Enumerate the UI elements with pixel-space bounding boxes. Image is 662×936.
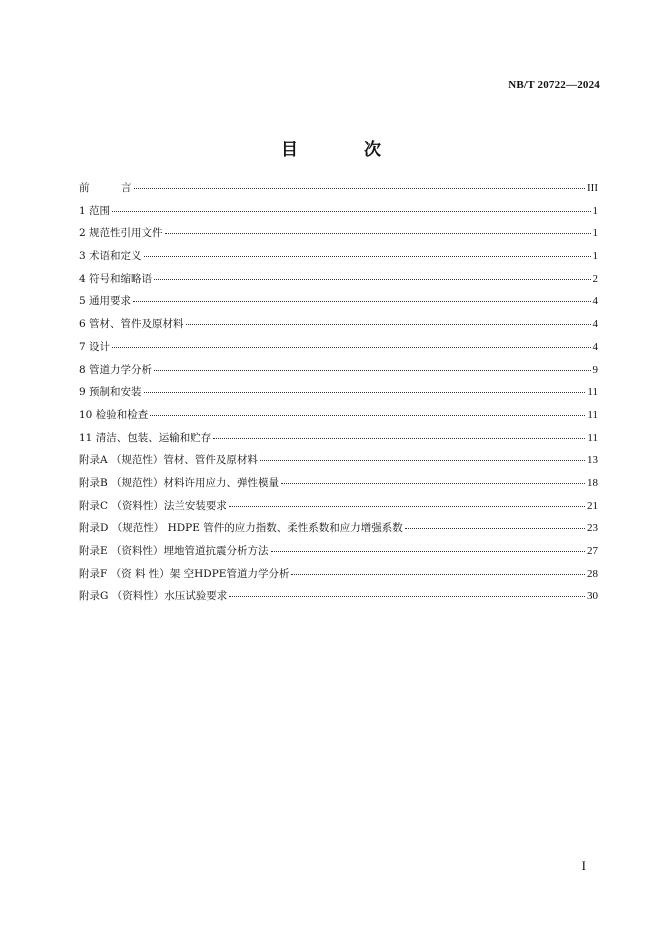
toc-entry-page: 28 [587, 567, 598, 580]
toc-entry-label: 附录D （规范性） HDPE 管件的应力指数、柔性系数和应力增强系数 [79, 522, 403, 535]
toc-entry-label: 10 检验和检查 [79, 408, 149, 421]
toc-entry[interactable] [79, 588, 598, 611]
toc-entry-page: 1 [592, 227, 598, 240]
toc-entry-label: 11 清洁、包装、运输和贮存 [79, 431, 212, 444]
toc-entry-page: 1 [592, 204, 598, 217]
toc-entry-page: 9 [592, 363, 598, 376]
toc-entry-label: 前 言 [79, 182, 132, 194]
toc-entry-label: 附录B （规范性）材料许用应力、弹性模量 [79, 476, 280, 489]
toc-entry-label: 4 符号和缩略语 [79, 272, 153, 285]
toc-entry-page: 1 [592, 250, 598, 263]
toc-entry-page: 11 [587, 386, 598, 399]
standard-code: NB/T 20722—2024 [508, 79, 600, 91]
toc-entry[interactable] [79, 339, 598, 362]
toc-leader [291, 574, 585, 575]
toc-leader [112, 211, 590, 212]
toc-entry[interactable] [79, 362, 598, 385]
toc-entry-label: 1 范围 [79, 204, 111, 217]
toc-leader [281, 483, 585, 484]
toc-entry-page: 11 [587, 431, 598, 444]
toc-leader [260, 460, 585, 461]
toc-entry-label: 3 术语和定义 [79, 250, 142, 263]
toc-entry[interactable] [79, 180, 598, 203]
table-of-contents [79, 180, 598, 611]
toc-leader [229, 596, 585, 597]
toc-entry-label: 9 预制和安装 [79, 386, 142, 399]
page-title: 目 次 [281, 140, 411, 160]
toc-entry-page: 18 [587, 476, 598, 489]
toc-entry-label: 6 管材、管件及原材料 [79, 318, 184, 331]
toc-entry[interactable] [79, 225, 598, 248]
toc-leader [150, 415, 585, 416]
toc-entry[interactable] [79, 543, 598, 566]
toc-entry[interactable] [79, 430, 598, 453]
toc-entry-page: 21 [587, 499, 598, 512]
toc-leader [134, 188, 586, 189]
toc-entry[interactable] [79, 203, 598, 226]
toc-entry-page: 4 [592, 318, 598, 331]
toc-entry-label: 附录F （资 料 性）架 空HDPE管道力学分析 [79, 567, 290, 580]
toc-entry-label: 7 设计 [79, 340, 111, 353]
toc-leader [186, 324, 591, 325]
toc-entry-label: 5 通用要求 [79, 295, 132, 308]
toc-entry-label: 8 管道力学分析 [79, 363, 153, 376]
toc-leader [133, 301, 590, 302]
toc-entry-page: 23 [587, 522, 598, 535]
toc-entry[interactable] [79, 293, 598, 316]
toc-entry-label: 附录C （资料性）法兰安装要求 [79, 499, 227, 512]
toc-entry[interactable] [79, 316, 598, 339]
toc-entry-page: 2 [592, 272, 598, 285]
toc-entry-page: 4 [592, 295, 598, 308]
toc-entry-page: 4 [592, 340, 598, 353]
toc-entry-label: 附录G （资料性）水压试验要求 [79, 590, 228, 603]
toc-leader [112, 347, 590, 348]
toc-entry-label: 附录E （资料性）埋地管道抗震分析方法 [79, 545, 269, 557]
toc-leader [213, 438, 585, 439]
toc-leader [271, 551, 585, 552]
toc-entry[interactable] [79, 384, 598, 407]
toc-entry[interactable] [79, 452, 598, 475]
toc-leader [405, 528, 585, 529]
toc-entry-label: 附录A （规范性）管材、管件及原材料 [79, 454, 258, 467]
page-number: I [581, 858, 586, 873]
toc-entry[interactable] [79, 520, 598, 543]
toc-leader [144, 256, 591, 257]
toc-entry[interactable] [79, 475, 598, 498]
toc-entry-page: 11 [587, 408, 598, 421]
toc-leader [229, 506, 585, 507]
toc-leader [165, 233, 591, 234]
toc-entry[interactable] [79, 566, 598, 589]
toc-entry-label: 2 规范性引用文件 [79, 227, 163, 240]
toc-entry[interactable] [79, 498, 598, 521]
toc-leader [144, 392, 586, 393]
toc-leader [154, 370, 590, 371]
toc-entry-page: III [587, 182, 598, 194]
toc-entry[interactable] [79, 248, 598, 271]
toc-entry[interactable] [79, 407, 598, 430]
toc-leader [154, 279, 590, 280]
toc-entry-page: 13 [587, 454, 598, 467]
toc-entry-page: 27 [587, 545, 598, 557]
toc-entry[interactable] [79, 271, 598, 294]
toc-entry-page: 30 [587, 590, 598, 603]
